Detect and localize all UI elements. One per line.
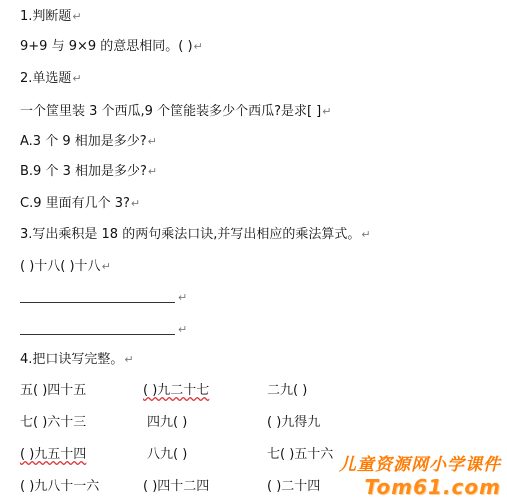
q1-heading-line xyxy=(20,8,82,26)
q1-statement-line xyxy=(20,38,203,56)
q2-question: 一个筐里装 3 个西瓜,9 个筐能装多少个西瓜?是求[ ] xyxy=(20,104,322,119)
q2-heading-line xyxy=(20,70,82,88)
q4-row4-col2: ( )四十二四 xyxy=(143,479,210,494)
q4-row1-col3: 二九( ) xyxy=(267,383,308,398)
paragraph-mark-icon: ↵ xyxy=(361,228,371,241)
q2-option-a: A.3 个 9 相加是多少? xyxy=(20,134,147,149)
q3-heading: 3.写出乘积是 18 的两句乘法口诀,并写出相应的乘法算式。 xyxy=(20,227,361,242)
paragraph-mark-icon: ↵ xyxy=(193,40,203,53)
q4-row4-col3: ( )二十四 xyxy=(267,479,321,494)
paragraph-mark-icon: ↵ xyxy=(178,323,188,336)
q2-option-c-line xyxy=(20,195,140,213)
watermark-logo xyxy=(339,450,501,499)
q1-statement: 9+9 与 9×9 的意思相同。( ) xyxy=(20,39,193,54)
q4-heading: 4.把口诀写完整。 xyxy=(20,352,124,367)
answer-line-2[interactable] xyxy=(20,334,175,335)
q4-row2-col1: 七( )六十三 xyxy=(20,415,87,430)
watermark-en: Tom61.com xyxy=(364,475,501,499)
q3-blanks-line xyxy=(20,258,111,276)
q2-option-b-line xyxy=(20,163,157,181)
q4-row3-col2: 八九( ) xyxy=(147,447,188,462)
q1-heading: 1.判断题 xyxy=(20,9,72,24)
q4-row2-col3: ( )九得九 xyxy=(267,415,321,430)
q4-row2-col2: 四九( ) xyxy=(147,415,188,430)
q2-option-c: C.9 里面有几个 3? xyxy=(20,196,130,211)
paragraph-mark-icon: ↵ xyxy=(322,105,332,118)
paragraph-mark-icon: ↵ xyxy=(72,10,82,23)
q3-blanks: ( )十八( )十八 xyxy=(20,259,101,274)
q4-row1-col2 xyxy=(143,382,209,400)
q4-heading-line xyxy=(20,351,134,369)
paragraph-mark-icon: ↵ xyxy=(147,165,158,178)
paragraph-mark-icon: ↵ xyxy=(101,260,111,273)
q4-row4-col1: ( )九八十一六 xyxy=(20,479,100,494)
q2-option-a-line xyxy=(20,133,157,151)
q2-question-line xyxy=(20,103,331,121)
q4-row3-col1-text: ( )九五十四 xyxy=(20,447,87,462)
paragraph-mark-icon: ↵ xyxy=(178,291,188,304)
paragraph-mark-icon: ↵ xyxy=(124,353,134,366)
q4-row1-col1: 五( )四十五 xyxy=(20,383,87,398)
q3-heading-line xyxy=(20,226,371,244)
paragraph-mark-icon: ↵ xyxy=(72,72,82,85)
q2-option-b: B.9 个 3 相加是多少? xyxy=(20,164,147,179)
q4-row3-col1 xyxy=(20,446,86,464)
q4-row3-col3: 七( )五十六 xyxy=(267,447,334,462)
answer-line-1[interactable] xyxy=(20,302,175,303)
paragraph-mark-icon: ↵ xyxy=(130,197,141,210)
paragraph-mark-icon: ↵ xyxy=(147,135,157,148)
q4-row1-col2-text: ( )九二十七 xyxy=(143,383,210,398)
watermark-cn: 儿童资源网小学课件 xyxy=(339,455,501,475)
q2-heading: 2.单选题 xyxy=(20,71,72,86)
